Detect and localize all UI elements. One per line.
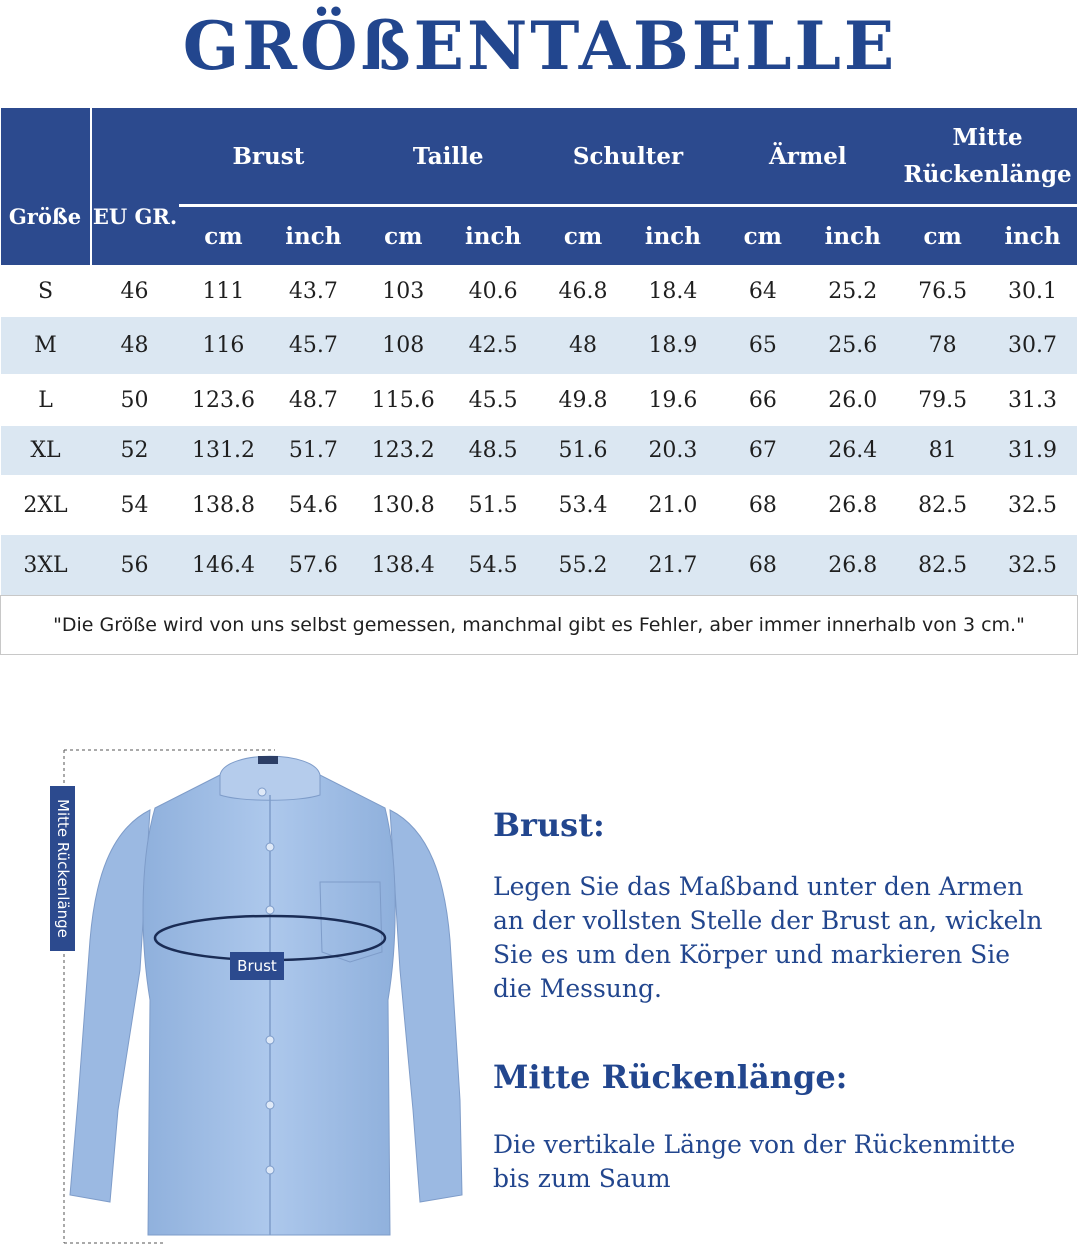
table-cell: 50 [91,374,179,426]
table-cell: 68 [718,535,808,596]
unit-inch: inch [268,206,358,266]
table-cell: 66 [718,374,808,426]
measurement-note: "Die Größe wird von uns selbst gemessen, manchmal gibt es Fehler, aber immer innerhalb von 3 cm." [1,596,1078,655]
table-cell: 26.0 [808,374,898,426]
table-cell: 32.5 [988,475,1078,535]
table-cell: 116 [179,317,269,374]
shirt-tag [258,756,278,764]
table-cell: 67 [718,426,808,475]
size-cell: XL [1,426,91,475]
size-table [0,108,1078,655]
table-cell: 138.8 [179,475,269,535]
table-cell: 18.4 [628,265,718,317]
table-cell: 76.5 [898,265,988,317]
table-cell: 40.6 [448,265,538,317]
table-cell: 78 [898,317,988,374]
table-cell: 31.9 [988,426,1078,475]
table-cell: 115.6 [358,374,448,426]
table-cell: 57.6 [268,535,358,596]
table-cell: 20.3 [628,426,718,475]
table-cell: 53.4 [538,475,628,535]
header-aermel: Ärmel [718,108,898,206]
table-cell: 32.5 [988,535,1078,596]
header-brust: Brust [179,108,359,206]
table-cell: 54.6 [268,475,358,535]
unit-cm: cm [718,206,808,266]
table-row [1,426,1078,475]
mitte-heading: Mitte Rückenlänge: [493,1058,848,1096]
table-cell: 123.2 [358,426,448,475]
size-cell: 3XL [1,535,91,596]
table-cell: 25.2 [808,265,898,317]
back-length-label: Mitte Rückenlänge [50,786,75,951]
table-cell: 25.6 [808,317,898,374]
table-cell: 26.8 [808,475,898,535]
table-cell: 26.8 [808,535,898,596]
table-cell: 55.2 [538,535,628,596]
table-cell: 56 [91,535,179,596]
mitte-description: Die vertikale Länge von der Rückenmitte bis zum Saum [493,1130,1016,1193]
table-cell: 51.5 [448,475,538,535]
table-cell: 48.7 [268,374,358,426]
table-body [1,265,1078,596]
table-cell: 30.7 [988,317,1078,374]
table-cell: 46 [91,265,179,317]
table-cell: 64 [718,265,808,317]
header-size: Größe [1,108,91,265]
table-cell: 51.6 [538,426,628,475]
table-cell: 123.6 [179,374,269,426]
table-cell: 46.8 [538,265,628,317]
unit-cm: cm [898,206,988,266]
table-cell: 51.7 [268,426,358,475]
table-cell: 103 [358,265,448,317]
size-cell: L [1,374,91,426]
table-row [1,475,1078,535]
table-cell: 18.9 [628,317,718,374]
header-eu-size: EU GR. [91,108,179,265]
table-row [1,374,1078,426]
brust-heading: Brust: [493,806,605,844]
table-cell: 108 [358,317,448,374]
table-cell: 111 [179,265,269,317]
unit-inch: inch [628,206,718,266]
right-sleeve [390,810,462,1202]
table-cell: 49.8 [538,374,628,426]
table-cell: 48 [538,317,628,374]
table-cell: 130.8 [358,475,448,535]
table-cell: 54.5 [448,535,538,596]
table-cell: 68 [718,475,808,535]
table-cell: 138.4 [358,535,448,596]
table-cell: 146.4 [179,535,269,596]
unit-inch: inch [448,206,538,266]
table-cell: 21.0 [628,475,718,535]
unit-cm: cm [538,206,628,266]
page-title: GRÖßENTABELLE [182,7,898,85]
table-cell: 21.7 [628,535,718,596]
table-cell: 82.5 [898,535,988,596]
table-cell: 48 [91,317,179,374]
size-cell: 2XL [1,475,91,535]
header-mitte-rueckenlaenge: Mitte Rückenlänge [898,108,1078,206]
table-cell: 65 [718,317,808,374]
table-cell: 45.5 [448,374,538,426]
table-cell: 31.3 [988,374,1078,426]
table-cell: 42.5 [448,317,538,374]
table-cell: 45.7 [268,317,358,374]
unit-cm: cm [179,206,269,266]
size-cell: M [1,317,91,374]
table-row [1,317,1078,374]
table-cell: 43.7 [268,265,358,317]
table-cell: 81 [898,426,988,475]
table-cell: 30.1 [988,265,1078,317]
table-cell: 48.5 [448,426,538,475]
header-taille: Taille [358,108,538,206]
table-cell: 52 [91,426,179,475]
table-cell: 26.4 [808,426,898,475]
chest-label: Brust [230,952,284,980]
unit-cm: cm [358,206,448,266]
table-cell: 131.2 [179,426,269,475]
table-cell: 79.5 [898,374,988,426]
size-cell: S [1,265,91,317]
table-cell: 54 [91,475,179,535]
unit-inch: inch [988,206,1078,266]
unit-inch: inch [808,206,898,266]
table-cell: 19.6 [628,374,718,426]
table-row [1,535,1078,596]
table-row [1,265,1078,317]
left-sleeve [70,810,150,1202]
header-schulter: Schulter [538,108,718,206]
brust-description: Legen Sie das Maßband unter den Armen an der vollsten Stelle der Brust an, wickeln Sie es um den Körper und markieren Sie die Messung. [493,872,1043,1003]
table-cell: 82.5 [898,475,988,535]
